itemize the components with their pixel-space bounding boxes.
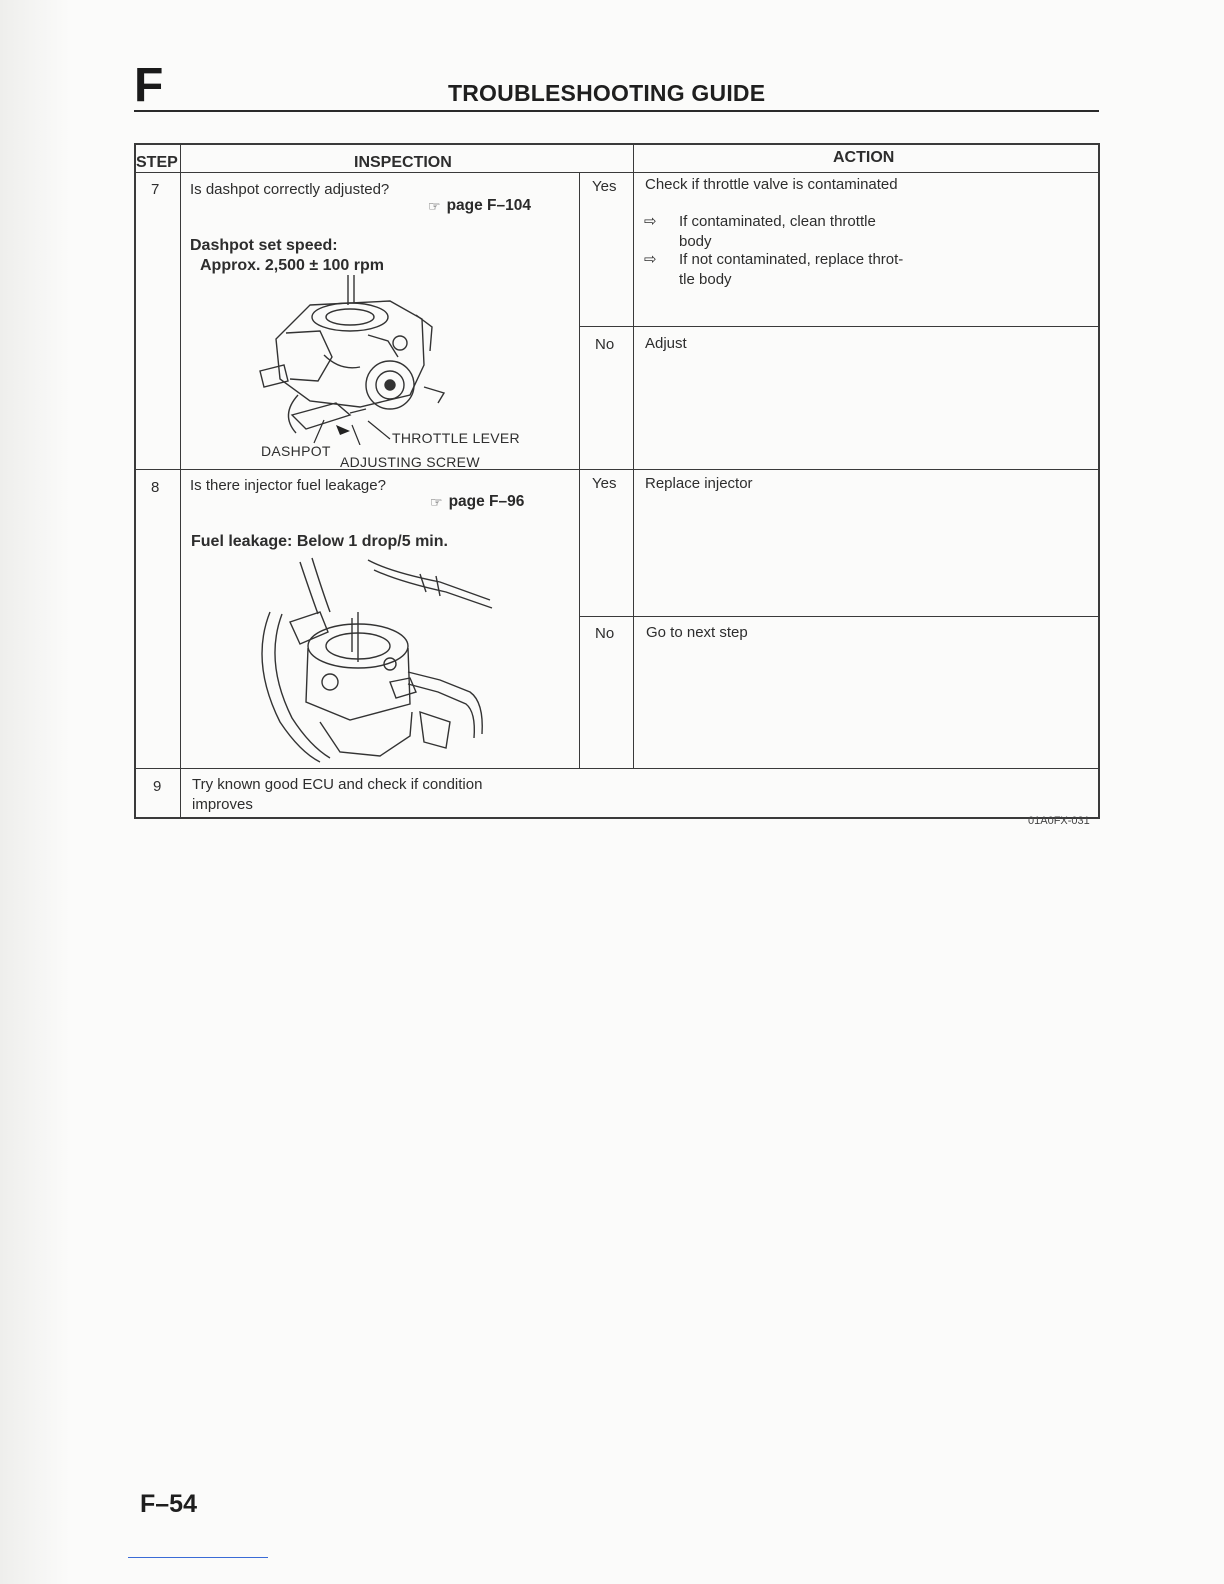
step7-outcome-divider (579, 326, 1100, 327)
section-letter: F (134, 59, 164, 112)
step7-page-reference (428, 197, 531, 215)
step-column-header: STEP (136, 154, 178, 171)
action-column-divider (633, 143, 634, 768)
step7-bullet1-line1: If contaminated, clean throttle (679, 213, 876, 230)
table-left-border (134, 143, 136, 819)
pointing-hand-icon: ☞ (430, 493, 443, 510)
dashpot-label: DASHPOT (261, 443, 331, 459)
header-row-divider (134, 172, 1100, 173)
header-rule (134, 110, 1099, 112)
step7-answer-yes: Yes (592, 178, 617, 195)
step7-step8-divider (134, 469, 1100, 470)
table-right-border (1098, 143, 1100, 819)
page-edge-shadow (0, 0, 70, 1584)
page-number: F–54 (140, 1490, 197, 1518)
dashpot-throttle-body-illustration (240, 275, 480, 445)
adjusting-screw-label: ADJUSTING SCREW (340, 454, 480, 470)
step7-spec-title: Dashpot set speed: (190, 237, 338, 254)
table-bottom-border (134, 817, 1100, 819)
step-column-divider (180, 143, 181, 819)
pointing-hand-icon: ☞ (428, 197, 441, 214)
step7-no-action: Adjust (645, 335, 687, 352)
step7-bullet2-line1: If not contaminated, replace throt- (679, 251, 904, 268)
step7-yes-action: Check if throttle valve is contaminated (645, 176, 898, 193)
throttle-lever-label: THROTTLE LEVER (392, 430, 520, 446)
step8-yes-action: Replace injector (645, 475, 753, 492)
step-number-8: 8 (151, 479, 160, 496)
figure-code: 01A0FX-031 (1028, 815, 1090, 827)
table-top-border (134, 143, 1100, 145)
step-number-7: 7 (151, 181, 160, 198)
step7-answer-no: No (595, 336, 615, 353)
answer-column-divider (579, 172, 580, 768)
step8-spec: Fuel leakage: Below 1 drop/5 min. (191, 533, 448, 550)
arrow-pointer-icon (336, 425, 350, 435)
action-column-header: ACTION (833, 149, 895, 166)
step8-step9-divider (134, 768, 1100, 769)
injector-throttle-body-illustration (240, 552, 520, 766)
step7-bullet1-line2: body (679, 233, 712, 250)
step8-answer-no: No (595, 625, 615, 642)
step8-answer-yes: Yes (592, 475, 617, 492)
inspection-column-header: INSPECTION (354, 154, 452, 171)
step9-line2: improves (192, 796, 253, 813)
step8-outcome-divider (579, 616, 1100, 617)
step7-reference-label: page F–104 (446, 197, 531, 214)
step8-reference-label: page F–96 (448, 493, 525, 510)
step8-question: Is there injector fuel leakage? (190, 477, 386, 494)
step7-spec-value: Approx. 2,500 ± 100 rpm (200, 257, 384, 274)
step8-page-reference (430, 493, 524, 511)
step7-bullet2-line2: tle body (679, 271, 732, 288)
hollow-arrow-icon: ⇨ (644, 251, 657, 268)
step-number-9: 9 (153, 778, 162, 795)
footer-link-underline[interactable] (128, 1557, 268, 1558)
hollow-arrow-icon: ⇨ (644, 213, 657, 230)
step8-no-action: Go to next step (646, 624, 748, 641)
page-title: TROUBLESHOOTING GUIDE (448, 80, 766, 106)
step9-line1: Try known good ECU and check if condition (192, 776, 483, 793)
step7-question: Is dashpot correctly adjusted? (190, 181, 390, 198)
